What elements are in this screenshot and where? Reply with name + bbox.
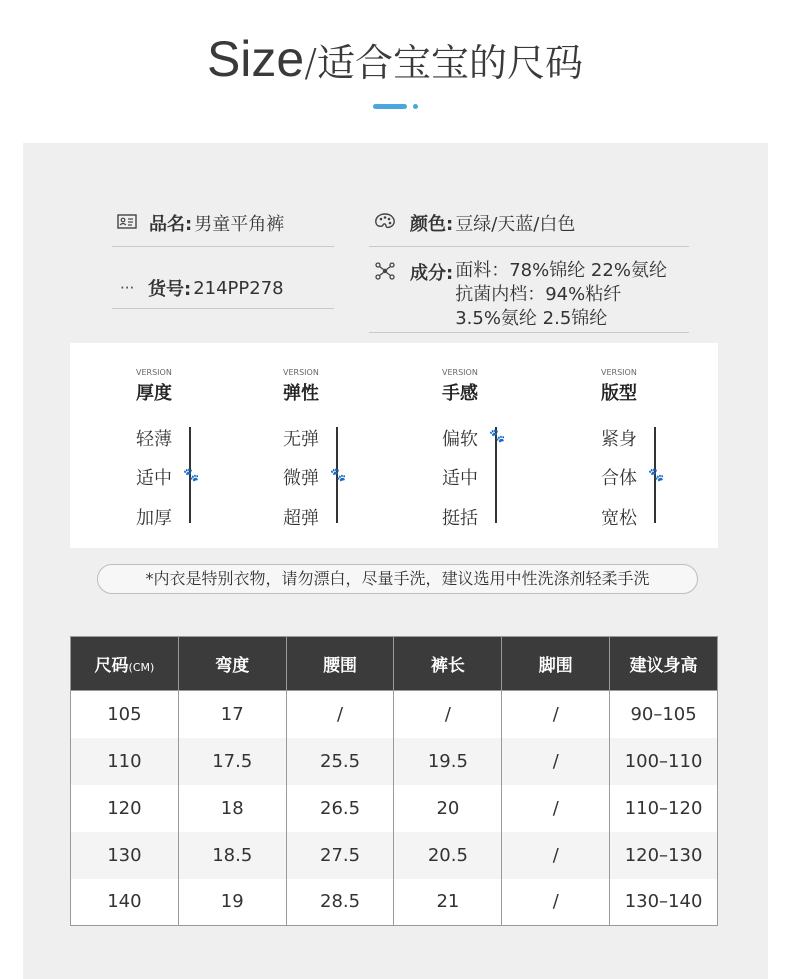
feature-thickness	[136, 343, 276, 548]
table-cell: /	[502, 691, 610, 738]
feature-option: 合体	[601, 468, 637, 489]
paw-marker-icon: 🐾	[489, 429, 506, 444]
table-cell: 20	[394, 785, 502, 832]
table-cell: 19	[178, 879, 286, 926]
sku-label: 货号:	[148, 279, 192, 300]
table-cell: 21	[394, 879, 502, 926]
title-english: Size	[206, 31, 305, 87]
table-cell: 28.5	[286, 879, 394, 926]
table-cell: 18.5	[178, 832, 286, 879]
feature-title: 手感	[442, 383, 478, 404]
title-underline	[373, 104, 407, 109]
unit-label: (CM)	[128, 661, 155, 674]
feature-title: 版型	[601, 383, 637, 404]
sku-row	[120, 275, 284, 301]
column-header: 建议身高	[610, 637, 718, 691]
color-label: 颜色:	[410, 214, 454, 235]
divider	[112, 308, 334, 309]
feature-box	[70, 343, 718, 548]
table-cell: /	[286, 691, 394, 738]
feature-option: 加厚	[136, 508, 172, 529]
page-title	[0, 30, 790, 88]
color-row	[374, 210, 575, 236]
feature-title: 弹性	[283, 383, 319, 404]
molecule-icon	[375, 259, 403, 284]
composition-line: 面料：78%锦纶 22%氨纶	[455, 260, 667, 281]
sku-value: 214PP278	[193, 277, 284, 299]
divider	[369, 332, 689, 333]
title-underline-dot	[413, 104, 418, 109]
feature-option: 适中	[442, 468, 478, 489]
table-row	[71, 691, 718, 738]
paw-marker-icon: 🐾	[330, 468, 347, 483]
feature-option: 适中	[136, 468, 172, 489]
feature-option: 无弹	[283, 429, 319, 450]
table-row	[71, 738, 718, 785]
table-cell: 130–140	[610, 879, 718, 926]
version-label: VERSION	[283, 368, 319, 377]
version-label: VERSION	[601, 368, 637, 377]
feature-option: 宽松	[601, 508, 637, 529]
feature-option: 偏软	[442, 429, 478, 450]
id-card-icon	[117, 214, 145, 233]
table-cell: 140	[71, 879, 179, 926]
color-value: 豆绿/天蓝/白色	[455, 214, 576, 235]
table-cell: /	[502, 785, 610, 832]
composition-row	[375, 259, 667, 331]
table-row	[71, 879, 718, 926]
column-header: 裤长	[394, 637, 502, 691]
composition-line: 3.5%氨纶 2.5锦纶	[455, 308, 608, 329]
table-cell: 18	[178, 785, 286, 832]
composition-label: 成分:	[410, 263, 454, 284]
size-table	[70, 636, 718, 926]
product-name-row	[117, 210, 284, 236]
table-header-row	[71, 637, 718, 691]
feature-option: 挺括	[442, 508, 478, 529]
feature-title: 厚度	[136, 383, 172, 404]
table-cell: 17	[178, 691, 286, 738]
version-label: VERSION	[442, 368, 478, 377]
table-cell: 27.5	[286, 832, 394, 879]
product-name-label: 品名:	[149, 214, 193, 235]
version-label: VERSION	[136, 368, 172, 377]
feature-option: 超弹	[283, 508, 319, 529]
table-cell: 26.5	[286, 785, 394, 832]
table-cell: 120	[71, 785, 179, 832]
feature-option: 微弹	[283, 468, 319, 489]
feature-option: 紧身	[601, 429, 637, 450]
divider	[369, 246, 689, 247]
feature-hand-feel	[442, 343, 582, 548]
column-header: 腰围	[286, 637, 394, 691]
composition-line: 抗菌内档：94%粘纤	[455, 284, 622, 305]
care-note: *内衣是特别衣物，请勿漂白，尽量手洗，建议选用中性洗涤剂轻柔手洗	[97, 564, 698, 594]
table-cell: 120–130	[610, 832, 718, 879]
feature-elasticity	[283, 343, 423, 548]
column-header: 尺码(CM)	[71, 637, 179, 691]
table-cell: /	[502, 832, 610, 879]
table-row	[71, 832, 718, 879]
table-cell: 90–105	[610, 691, 718, 738]
column-header: 脚围	[502, 637, 610, 691]
paw-marker-icon: 🐾	[183, 468, 200, 483]
table-cell: 19.5	[394, 738, 502, 785]
divider	[112, 246, 334, 247]
table-cell: 20.5	[394, 832, 502, 879]
more-icon: ···	[120, 279, 135, 297]
table-cell: 100–110	[610, 738, 718, 785]
table-cell: /	[502, 738, 610, 785]
table-cell: /	[502, 879, 610, 926]
composition-values	[455, 259, 667, 331]
feature-option: 轻薄	[136, 429, 172, 450]
paw-marker-icon: 🐾	[648, 468, 665, 483]
feature-fit	[601, 343, 741, 548]
table-cell: 17.5	[178, 738, 286, 785]
palette-icon	[374, 212, 402, 234]
table-cell: 110–120	[610, 785, 718, 832]
column-header: 弯度	[178, 637, 286, 691]
title-separator: /	[304, 41, 318, 85]
table-cell: 25.5	[286, 738, 394, 785]
title-chinese: 适合宝宝的尺码	[317, 41, 584, 85]
product-name-value: 男童平角裤	[194, 214, 285, 235]
table-cell: /	[394, 691, 502, 738]
table-row	[71, 785, 718, 832]
table-cell: 105	[71, 691, 179, 738]
table-cell: 130	[71, 832, 179, 879]
table-cell: 110	[71, 738, 179, 785]
